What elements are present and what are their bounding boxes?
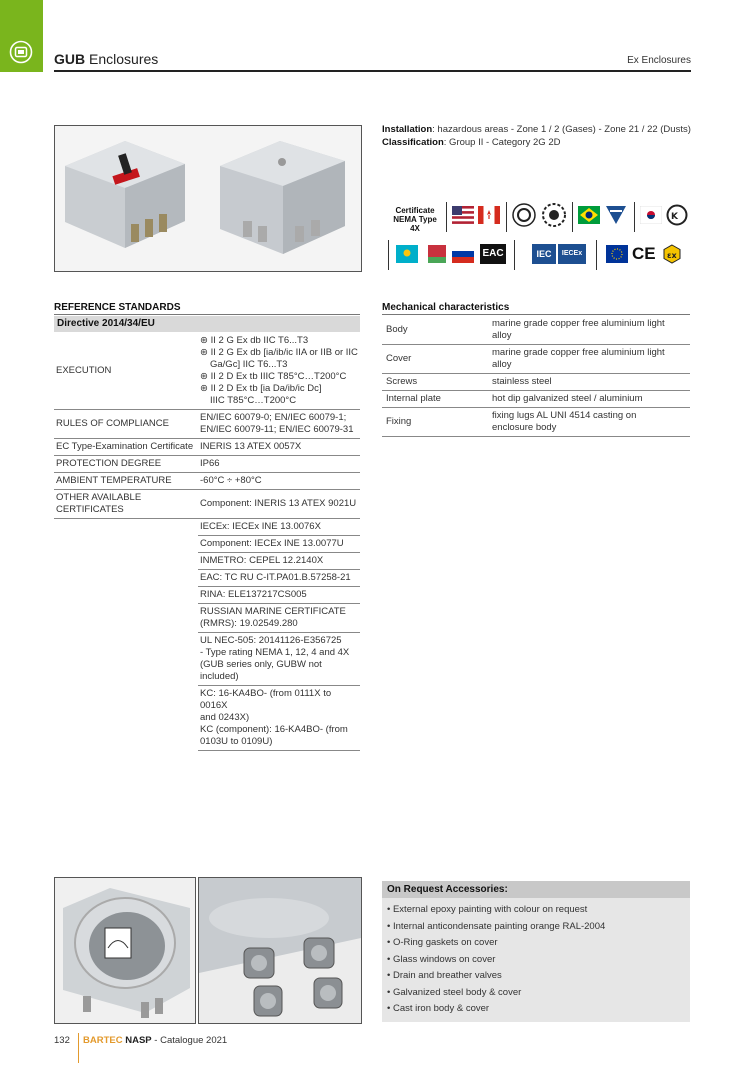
eac-mark: EAC (480, 244, 506, 264)
fixing-label: Fixing (382, 408, 488, 437)
ec-value: INERIS 13 ATEX 0057X (198, 439, 360, 456)
svg-text:K: K (671, 212, 678, 222)
table-row (382, 345, 690, 374)
other-certificate: RINA: ELE137217CS005 (198, 587, 360, 604)
internal-plate-value: hot dip galvanized steel / aluminium (488, 391, 690, 408)
list-item: • O-Ring gaskets on cover (387, 937, 498, 948)
fixing-value: fixing lugs AL UNI 4514 casting on enclosure body (488, 408, 690, 437)
ex-mark-icon: ⊛ (200, 335, 211, 346)
body-value: marine grade copper free aluminium light alloy (488, 316, 690, 345)
svg-text:εx: εx (667, 251, 677, 260)
table-row (54, 439, 360, 456)
korea-flag-icon (640, 206, 662, 224)
mechanical-characteristics-table (382, 316, 690, 437)
nema-certificate-label: Certificate NEMA Type 4X (393, 206, 437, 233)
page-title: GUB Enclosures (54, 51, 159, 67)
product-photo-enclosures (54, 125, 362, 272)
ex-mark-icon: ⊛ (200, 383, 211, 394)
table-row (382, 408, 690, 437)
usa-flag-icon (452, 206, 474, 224)
table-row (54, 570, 360, 587)
screws-label: Screws (382, 374, 488, 391)
certification-logos (382, 200, 692, 274)
cover-value: marine grade copper free aluminium light alloy (488, 345, 690, 374)
cover-label: Cover (382, 345, 488, 374)
screws-value: stainless steel (488, 374, 690, 391)
installation-info: Installation: hazardous areas - Zone 1 / 2 (Gases) - Zone 21 / 22 (Dusts) Classification: Group II - Category 2G 2D (382, 124, 691, 148)
footer-rule (78, 1033, 79, 1063)
list-item: • Drain and breather valves (387, 970, 502, 981)
ambient-value: -60°C ÷ +80°C (198, 473, 360, 490)
other-certificate: INMETRO: CEPEL 12.2140X (198, 553, 360, 570)
kc-mark-icon (666, 204, 688, 226)
body-label: Body (382, 316, 488, 345)
list-item: • External epoxy painting with colour on request (387, 904, 588, 915)
table-row (54, 604, 360, 633)
list-item: • Internal anticondensate painting orange RAL-2004 (387, 920, 606, 932)
canada-flag-icon (478, 206, 500, 224)
section-color-tab (0, 0, 43, 72)
ex-mark-icon: ⊛ (200, 371, 211, 382)
mechanical-characteristics-title: Mechanical characteristics (382, 302, 690, 315)
gear-seal-icon (542, 203, 566, 227)
footer-brand: BARTEC NASP - Catalogue 2021 (83, 1035, 228, 1046)
table-row (382, 391, 690, 408)
ce-mark: CE (632, 244, 656, 263)
other-certificates-label: OTHER AVAILABLE CERTIFICATES (54, 490, 198, 519)
accessories-box (382, 881, 690, 1022)
inmetro-icon (604, 204, 628, 226)
table-row (54, 410, 360, 439)
other-certificate: Component: INERIS 13 ATEX 9021U (198, 490, 360, 519)
list-item: • Galvanized steel body & cover (387, 986, 522, 998)
other-certificate: EAC: TC RU C-IT.PA01.B.57258-21 (198, 570, 360, 587)
russia-flag-icon (452, 245, 474, 263)
kazakhstan-flag-icon (396, 245, 418, 263)
ec-label: EC Type-Examination Certificate (54, 439, 198, 456)
product-photo-cable-glands (198, 877, 362, 1024)
internal-plate-label: Internal plate (382, 391, 488, 408)
table-row (54, 473, 360, 490)
other-certificate: UL NEC-505: 20141126-E356725 - Type rating NEMA 1, 12, 4 and 4X (GUB series only, GUBW not included) (198, 633, 360, 686)
ex-hexagon-icon (662, 244, 682, 264)
protection-value: IP66 (198, 456, 360, 473)
execution-value: ⊛ II 2 G Ex db IIC T6...T3 ⊛ II 2 G Ex db [ia/ib/ic IIA or IIB or IIC Ga/Gc] IIC T6...T3 ⊛ II 2 D Ex tb IIIC T85°C…T200°C ⊛ II 2 D Ex tb [ia Da/ib/ic Dc] IIIC T85°C…T200°C (198, 333, 360, 410)
table-row (54, 333, 360, 410)
seal-icon (512, 203, 536, 227)
directive-header: Directive 2014/34/EU (54, 316, 360, 332)
iec-mark: IEC (532, 244, 556, 264)
table-row (54, 686, 360, 751)
other-certificate: Component: IECEx INE 13.0077U (198, 536, 360, 553)
other-certificate: RUSSIAN MARINE CERTIFICATE (RMRS): 19.02549.280 (198, 604, 360, 633)
brazil-flag-icon (578, 206, 600, 224)
table-row (54, 587, 360, 604)
reference-standards-table (54, 333, 360, 751)
page-number: 132 (54, 1035, 70, 1046)
table-row (382, 316, 690, 345)
accessories-list (382, 902, 690, 1018)
product-photo-open-enclosure (54, 877, 196, 1024)
enclosure-icon (9, 40, 33, 64)
accessories-title: On Request Accessories: (382, 881, 690, 898)
header-rule (54, 70, 691, 72)
belarus-flag-icon (424, 245, 446, 263)
ex-mark-icon: ⊛ (200, 347, 211, 358)
table-row (54, 456, 360, 473)
list-item: • Glass windows on cover (387, 953, 496, 965)
rules-label: RULES OF COMPLIANCE (54, 410, 198, 439)
section-label: Ex Enclosures (627, 55, 691, 66)
rules-value: EN/IEC 60079-0; EN/IEC 60079-1; EN/IEC 60079-11; EN/IEC 60079-31 (198, 410, 360, 439)
table-row (54, 519, 360, 536)
reference-standards-title: REFERENCE STANDARDS (54, 302, 360, 315)
table-row (54, 536, 360, 553)
table-row (54, 490, 360, 519)
list-item: • Cast iron body & cover (387, 1003, 490, 1014)
eu-flag-icon (606, 245, 628, 263)
table-row (54, 553, 360, 570)
iecex-mark: IECEx (558, 244, 586, 264)
other-certificate: KC: 16-KA4BO- (from 0111X to 0016X and 0243X) KC (component): 16-KA4BO- (from 0103U to 0109U) (198, 686, 360, 751)
table-row (382, 374, 690, 391)
other-certificate: IECEx: IECEx INE 13.0076X (198, 519, 360, 536)
protection-label: PROTECTION DEGREE (54, 456, 198, 473)
table-row (54, 633, 360, 686)
ambient-label: AMBIENT TEMPERATURE (54, 473, 198, 490)
execution-label: EXECUTION (54, 333, 198, 410)
